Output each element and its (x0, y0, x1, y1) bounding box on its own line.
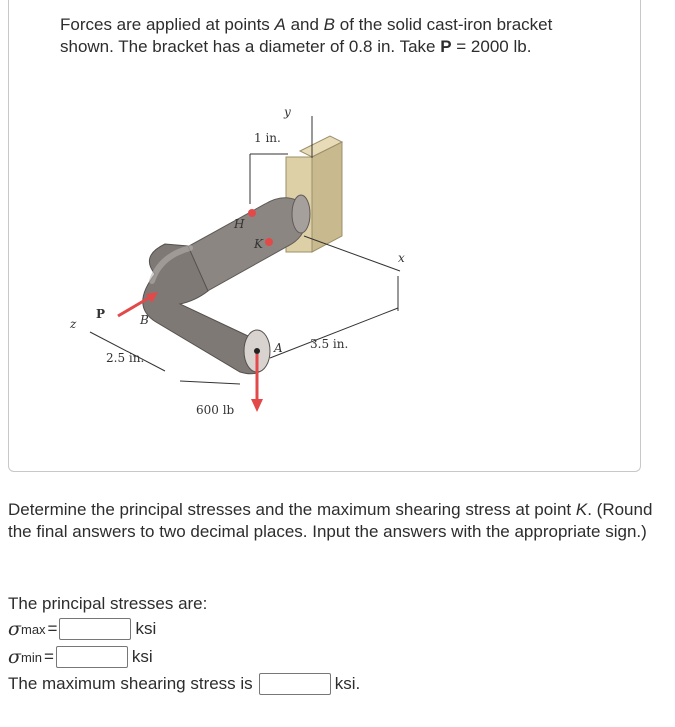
point-b-figure-label: B (140, 313, 149, 327)
sigma-max-input[interactable] (59, 618, 131, 640)
point-a-figure-label: A (274, 341, 283, 355)
z-axis-label: z (70, 317, 77, 331)
equals-sign: = (43, 647, 54, 666)
point-a-label: A (274, 15, 286, 34)
shear-label: The maximum shearing stress is (8, 674, 253, 693)
shear-row (8, 673, 360, 695)
force-p-label: P (440, 37, 452, 56)
min-subscript: min (20, 649, 42, 665)
question-text: Determine the principal stresses and the maximum shearing stress at point K. (Round the final answers to two decimal places. Input the answers with the appropriate sign.) (8, 500, 653, 541)
sigma-symbol: σ (8, 618, 21, 640)
bracket-figure (60, 96, 440, 436)
sigma-max-row (8, 618, 156, 640)
dim-1in-label: 1 in. (254, 131, 281, 145)
x-axis-label: x (398, 251, 405, 265)
shear-input[interactable] (259, 673, 331, 695)
max-subscript: max (20, 621, 46, 637)
dim-2-5in-label: 2.5 in. (106, 351, 145, 365)
sigma-min-row (8, 646, 153, 668)
sigma-min-input[interactable] (56, 646, 128, 668)
y-axis-label: y (284, 105, 291, 119)
sigma-symbol: σ (8, 646, 21, 668)
point-k-label: K (254, 237, 263, 251)
sigma-min-unit: ksi (131, 647, 153, 666)
problem-statement: Forces are applied at points A and B of the solid cast-iron bracket shown. The bracket has a diameter of 0.8 in. Take P = 2000 lb. (60, 15, 553, 56)
dim-3-5in-label: 3.5 in. (310, 337, 349, 351)
point-k-question: K (575, 500, 588, 519)
force-p-figure-label: P (96, 307, 106, 321)
force-600lb-label: 600 lb (196, 403, 235, 417)
point-h-label: H (234, 217, 245, 231)
shear-unit: ksi. (334, 674, 361, 693)
equals-sign: = (47, 619, 58, 638)
point-b-label: B (323, 15, 336, 34)
principal-stresses-lead: The principal stresses are: (8, 594, 208, 613)
sigma-max-unit: ksi (135, 619, 157, 638)
